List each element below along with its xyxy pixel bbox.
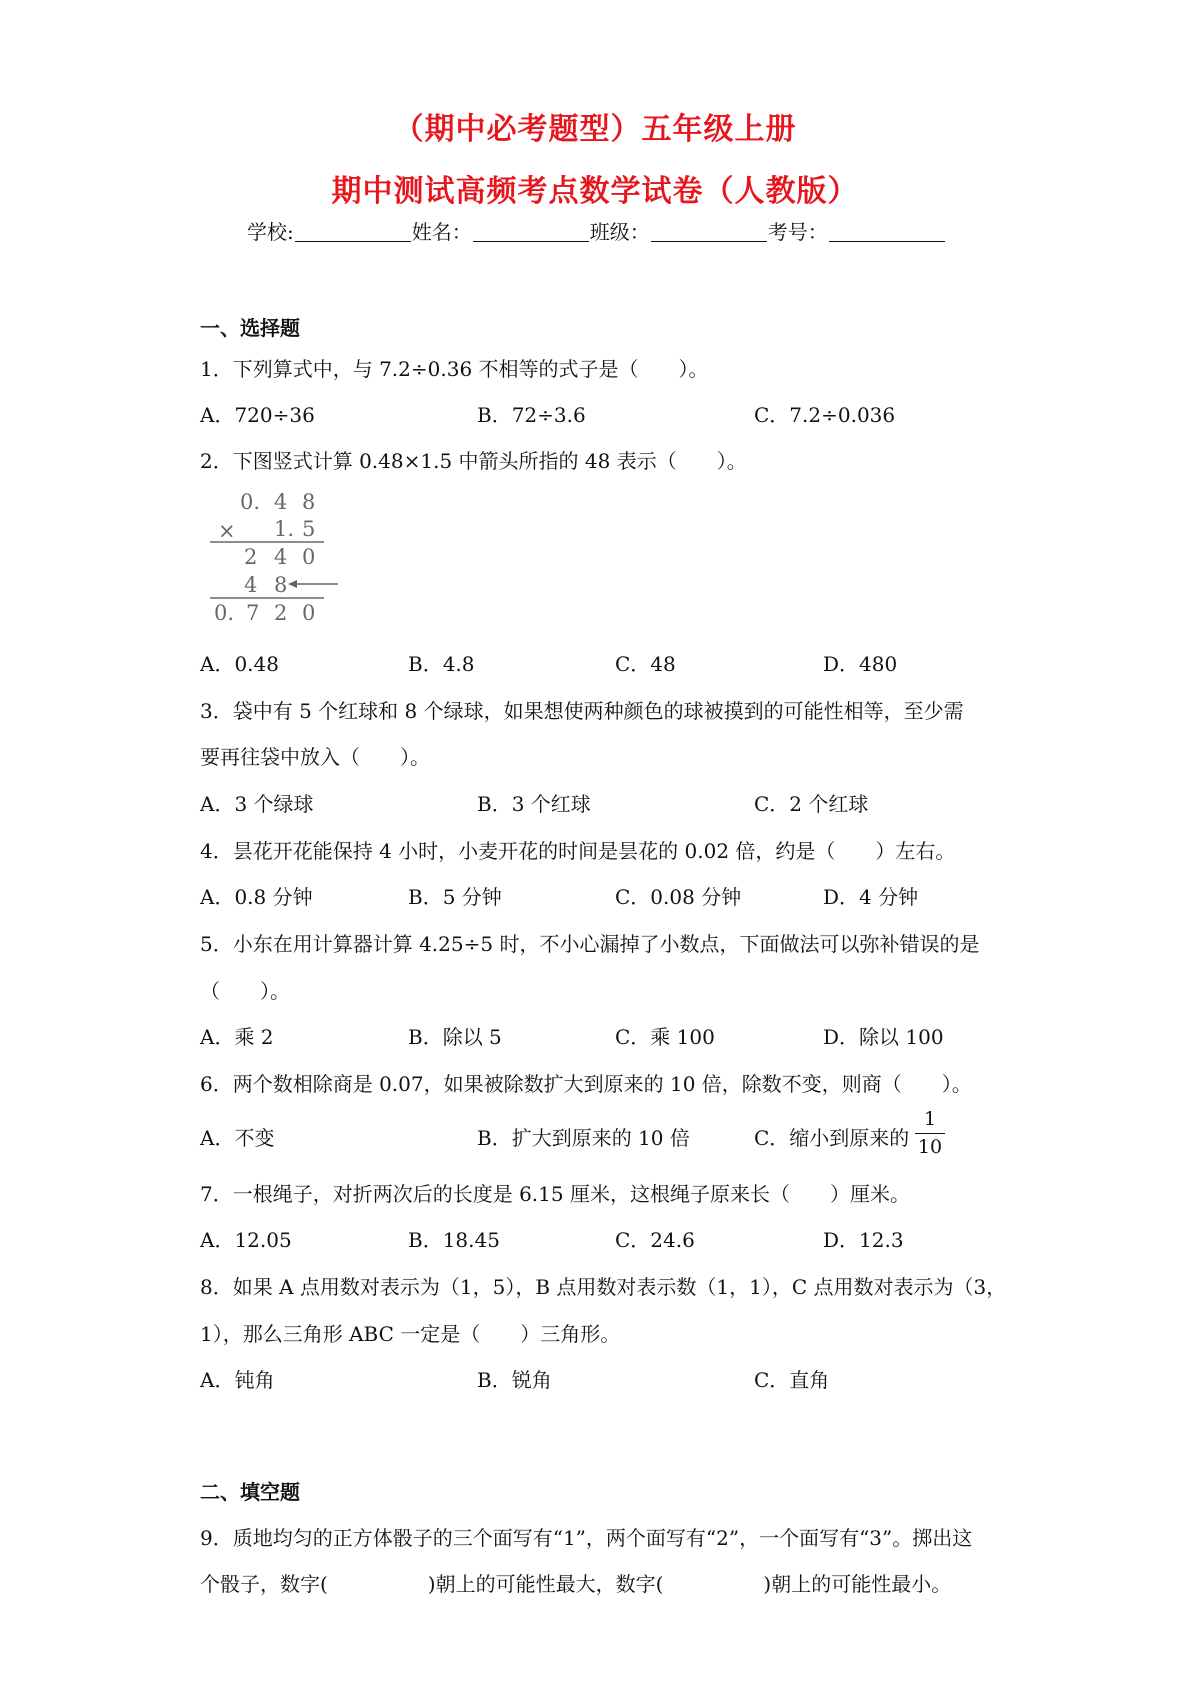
fig-r4-c1: 4	[244, 573, 258, 597]
q6-option-a[interactable]: A．不变	[200, 1126, 275, 1150]
fraction-numerator: 1	[923, 1108, 937, 1130]
q2-option-c[interactable]: C．48	[615, 652, 676, 676]
question-1-text: 1．下列算式中，与 7.2÷0.36 不相等的式子是（ ）。	[200, 357, 709, 381]
q2-option-b[interactable]: B．4.8	[408, 652, 475, 676]
q4-option-a[interactable]: A．0.8 分钟	[200, 885, 313, 909]
school-label: 学校:	[247, 220, 294, 244]
fig-r2-c3: 5	[302, 517, 316, 541]
exam-no-label: 考号：	[767, 220, 828, 244]
school-blank[interactable]	[295, 219, 411, 242]
fig-r5-c3: 2	[274, 601, 288, 625]
fig-r3-c1: 2	[244, 545, 258, 569]
fraction-denominator: 10	[917, 1136, 943, 1158]
question-5-text-line-1: 5．小东在用计算器计算 4.25÷5 时，不小心漏掉了小数点，下面做法可以弥补错误的是	[200, 932, 980, 956]
section-heading-choice: 一、选择题	[200, 316, 300, 340]
vertical-multiplication-figure	[200, 484, 350, 630]
q7-option-b[interactable]: B．18.45	[408, 1228, 500, 1252]
class-label: 班级：	[589, 220, 650, 244]
fig-r5-c2: 7	[246, 601, 260, 625]
fig-r2-c2: 1.	[274, 517, 295, 541]
fig-r1-c2: 4	[274, 490, 288, 514]
title-line-2: 期中测试高频考点数学试卷（人教版）	[331, 174, 859, 209]
question-9-text-line-2: 个骰子，数字( )朝上的可能性最大，数字( )朝上的可能性最小。	[200, 1572, 952, 1596]
q7-option-d[interactable]: D．12.3	[823, 1228, 904, 1252]
question-6-text: 6．两个数相除商是 0.07，如果被除数扩大到原来的 10 倍，除数不变，则商（ ）。	[200, 1072, 972, 1096]
q3-option-c[interactable]: C．2 个红球	[754, 792, 869, 816]
fig-r2-c1: ×	[218, 519, 236, 543]
q6-option-b[interactable]: B．扩大到原来的 10 倍	[477, 1126, 690, 1150]
q7-option-c[interactable]: C．24.6	[615, 1228, 695, 1252]
q5-option-b[interactable]: B．除以 5	[408, 1025, 502, 1049]
section-heading-fill-blank: 二、填空题	[200, 1480, 300, 1504]
q4-option-c[interactable]: C．0.08 分钟	[615, 885, 742, 909]
exam-no-blank[interactable]	[829, 219, 945, 242]
fraction-bar	[915, 1133, 945, 1134]
question-8-text-line-1: 8．如果 A 点用数对表示为（1，5），B 点用数对表示数（1，1），C 点用数对表示为（3，	[200, 1275, 1007, 1299]
question-9-text-line-1: 9．质地均匀的正方体骰子的三个面写有“1”，两个面写有“2”，一个面写有“3”。掷出这	[200, 1526, 973, 1550]
title-line-1: （期中必考题型）五年级上册	[393, 112, 797, 147]
question-7-text: 7．一根绳子，对折两次后的长度是 6.15 厘米，这根绳子原来长（ ）厘米。	[200, 1182, 910, 1206]
q5-option-c[interactable]: C．乘 100	[615, 1025, 715, 1049]
q2-option-a[interactable]: A．0.48	[200, 652, 279, 676]
fig-r1-c1: 0.	[240, 490, 261, 514]
q8-option-c[interactable]: C．直角	[754, 1368, 830, 1392]
q4-option-d[interactable]: D．4 分钟	[823, 885, 919, 909]
question-4-text: 4．昙花开花能保持 4 小时，小麦开花的时间是昙花的 0.02 倍，约是（ ）左右。	[200, 839, 956, 863]
fig-r3-c2: 4	[274, 545, 288, 569]
q8-option-b[interactable]: B．锐角	[477, 1368, 552, 1392]
fig-r4-c2: 8	[274, 573, 288, 597]
class-blank[interactable]	[651, 219, 767, 242]
question-3-text-line-2: 要再往袋中放入（ ）。	[200, 745, 430, 769]
q5-option-a[interactable]: A．乘 2	[200, 1025, 274, 1049]
fig-arrow-head-icon	[288, 580, 297, 588]
question-5-text-line-2: （ ）。	[200, 979, 290, 1003]
q5-option-d[interactable]: D．除以 100	[823, 1025, 944, 1049]
q8-option-a[interactable]: A．钝角	[200, 1368, 275, 1392]
q7-option-a[interactable]: A．12.05	[200, 1228, 292, 1252]
q3-option-b[interactable]: B．3 个红球	[477, 792, 591, 816]
q1-option-c[interactable]: C．7.2÷0.036	[754, 403, 896, 427]
name-blank[interactable]	[473, 219, 589, 242]
question-2-text: 2．下图竖式计算 0.48×1.5 中箭头所指的 48 表示（ ）。	[200, 449, 747, 473]
q2-option-d[interactable]: D．480	[823, 652, 898, 676]
question-3-text-line-1: 3．袋中有 5 个红球和 8 个绿球，如果想使两种颜色的球被摸到的可能性相等，至少需	[200, 699, 964, 723]
q1-option-a[interactable]: A．720÷36	[200, 403, 315, 427]
fig-r5-c1: 0.	[214, 601, 235, 625]
q6-option-c[interactable]: C．缩小到原来的	[754, 1126, 910, 1150]
fig-r5-c4: 0	[302, 601, 316, 625]
q3-option-a[interactable]: A．3 个绿球	[200, 792, 314, 816]
q1-option-b[interactable]: B．72÷3.6	[477, 403, 586, 427]
question-8-text-line-2: 1），那么三角形 ABC 一定是（ ）三角形。	[200, 1322, 621, 1346]
fig-r3-c3: 0	[302, 545, 316, 569]
student-info-row	[247, 216, 946, 245]
q4-option-b[interactable]: B．5 分钟	[408, 885, 502, 909]
fig-r1-c3: 8	[302, 490, 316, 514]
name-label: 姓名：	[411, 220, 472, 244]
q6-option-c-fraction	[915, 1108, 945, 1158]
